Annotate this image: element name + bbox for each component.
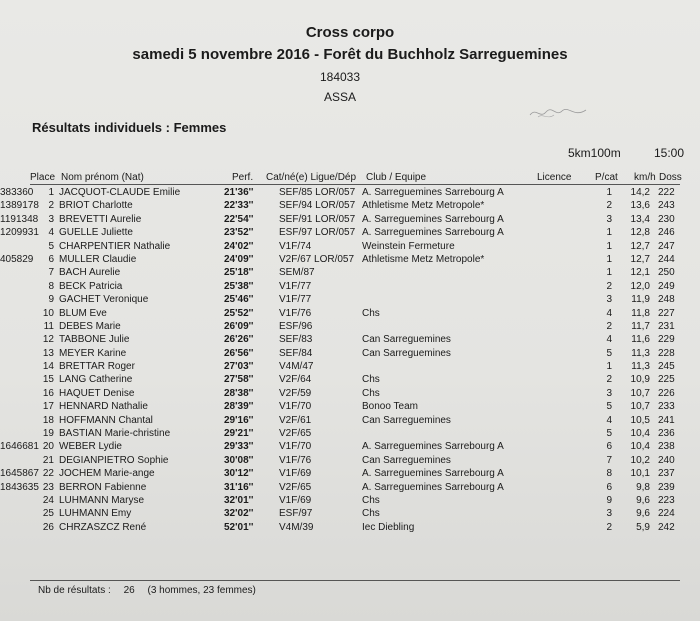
cell-cat: SEM/87 xyxy=(279,267,315,279)
cell-doss: 238 xyxy=(658,441,675,453)
cell-place: 4 xyxy=(48,227,54,239)
cell-name: MEYER Karine xyxy=(59,347,127,359)
cell-pcat: 7 xyxy=(606,454,612,466)
cell-pcat: 1 xyxy=(606,240,612,252)
cell-doss: 222 xyxy=(658,187,675,198)
cell-club: Can Sarreguemines xyxy=(362,334,451,346)
results-footer xyxy=(38,585,266,596)
cell-place: 17 xyxy=(42,401,54,413)
cell-perf: 23'52'' xyxy=(224,227,254,239)
cell-pcat: 1 xyxy=(606,267,612,279)
cell-place: 20 xyxy=(42,441,54,453)
cell-licence: 383360 xyxy=(0,187,34,198)
cell-perf: 30'08'' xyxy=(224,454,254,466)
cell-cat: V2F/59 xyxy=(279,387,312,399)
cell-club: Iec Diebling xyxy=(362,521,415,533)
results-table-header xyxy=(0,172,700,184)
cell-cat: V1F/76 xyxy=(279,307,312,319)
cell-pcat: 1 xyxy=(606,253,612,265)
cell-pcat: 5 xyxy=(606,428,612,440)
cell-cat: V1F/74 xyxy=(279,240,312,252)
cell-licence: 1191348 xyxy=(0,213,39,225)
results-count: 26 xyxy=(123,585,135,596)
cell-name: BRIOT Charlotte xyxy=(59,200,133,212)
footer-rule xyxy=(30,580,680,581)
cell-club: Athletisme Metz Metropole* xyxy=(362,200,485,212)
cell-licence: 1389178 xyxy=(0,200,39,212)
cell-kmh: 11,9 xyxy=(631,294,650,306)
cell-perf: 32'01'' xyxy=(224,494,254,506)
cell-kmh: 11,3 xyxy=(631,361,650,373)
cell-place: 21 xyxy=(42,454,54,466)
cell-pcat: 2 xyxy=(606,280,612,292)
cell-kmh: 11,7 xyxy=(631,320,650,332)
cell-club: A. Sarreguemines Sarrebourg A xyxy=(362,187,504,198)
race-distance: 5km100m xyxy=(568,146,621,160)
cell-doss: 225 xyxy=(658,374,675,386)
cell-cat: SEF/94 LOR/057 xyxy=(279,200,356,212)
table-row xyxy=(0,226,700,239)
table-row xyxy=(0,440,700,453)
table-row xyxy=(0,186,700,199)
cell-doss: 241 xyxy=(658,414,675,426)
cell-pcat: 5 xyxy=(606,401,612,413)
event-title: Cross corpo xyxy=(305,24,395,41)
cell-place: 10 xyxy=(42,307,54,319)
col-kmh: km/h xyxy=(634,172,656,183)
cell-cat: V2F/64 xyxy=(279,374,312,386)
table-row xyxy=(0,360,700,373)
cell-perf: 27'03'' xyxy=(224,361,254,373)
cell-pcat: 2 xyxy=(606,200,612,212)
cell-doss: 224 xyxy=(658,508,675,520)
cell-club: Chs xyxy=(362,307,380,319)
cell-cat: V1F/77 xyxy=(279,280,312,292)
cell-pcat: 3 xyxy=(606,213,612,225)
cell-cat: V1F/77 xyxy=(279,294,312,306)
cell-place: 19 xyxy=(42,428,54,440)
col-licence: Licence xyxy=(537,172,572,183)
cell-name: BLUM Eve xyxy=(59,307,107,319)
cell-place: 12 xyxy=(42,334,54,346)
cell-cat: SEF/84 xyxy=(279,347,313,359)
table-row xyxy=(0,320,700,333)
cell-name: BERRON Fabienne xyxy=(59,481,147,493)
event-code: 184033 xyxy=(319,70,361,84)
cell-perf: 25'38'' xyxy=(224,280,254,292)
cell-pcat: 4 xyxy=(606,334,612,346)
event-subtitle: samedi 5 novembre 2016 - Forêt du Buchholz Sarreguemines xyxy=(132,46,568,63)
cell-place: 18 xyxy=(42,414,54,426)
cell-place: 2 xyxy=(48,200,54,212)
cell-doss: 250 xyxy=(658,267,675,279)
cell-perf: 24'09'' xyxy=(224,253,254,265)
cell-place: 7 xyxy=(48,267,54,279)
handwritten-signature xyxy=(528,103,588,123)
table-row xyxy=(0,240,700,253)
cell-doss: 223 xyxy=(658,494,675,506)
cell-pcat: 6 xyxy=(606,481,612,493)
cell-doss: 242 xyxy=(658,521,675,533)
cell-place: 15 xyxy=(42,374,54,386)
cell-doss: 244 xyxy=(658,253,675,265)
cell-name: LANG Catherine xyxy=(59,374,133,386)
cell-perf: 30'12'' xyxy=(224,468,254,480)
cell-name: CHARPENTIER Nathalie xyxy=(59,240,171,252)
cell-kmh: 11,3 xyxy=(631,347,650,359)
cell-cat: V4M/39 xyxy=(279,521,314,533)
cell-perf: 29'16'' xyxy=(224,414,254,426)
cell-club: A. Sarreguemines Sarrebourg A xyxy=(362,441,504,453)
section-title: Résultats individuels : Femmes xyxy=(32,120,227,135)
cell-kmh: 13,6 xyxy=(630,200,650,212)
cell-doss: 230 xyxy=(658,213,675,225)
cell-perf: 31'16'' xyxy=(224,481,254,493)
cell-cat: V4M/47 xyxy=(279,361,314,373)
cell-cat: V2F/65 xyxy=(279,428,312,440)
table-row xyxy=(0,307,700,320)
cell-name: HAQUET Denise xyxy=(59,387,135,399)
cell-kmh: 12,1 xyxy=(630,267,650,279)
cell-kmh: 10,9 xyxy=(630,374,650,386)
cell-club: A. Sarreguemines Sarrebourg A xyxy=(362,213,504,225)
cell-place: 1 xyxy=(48,187,54,198)
table-row xyxy=(0,454,700,467)
cell-kmh: 12,7 xyxy=(630,240,650,252)
cell-perf: 26'26'' xyxy=(224,334,254,346)
cell-pcat: 2 xyxy=(606,320,612,332)
table-row xyxy=(0,521,700,534)
cell-name: HOFFMANN Chantal xyxy=(59,414,153,426)
table-row xyxy=(0,347,700,360)
cell-perf: 25'46'' xyxy=(224,294,254,306)
table-row xyxy=(0,414,700,427)
cell-doss: 226 xyxy=(658,387,675,399)
cell-cat: SEF/91 LOR/057 xyxy=(279,213,356,225)
cell-name: TABBONE Julie xyxy=(59,334,130,346)
cell-name: BREVETTI Aurelie xyxy=(59,213,142,225)
cell-doss: 248 xyxy=(658,294,675,306)
cell-doss: 233 xyxy=(658,401,675,413)
cell-doss: 240 xyxy=(658,454,675,466)
col-place: Place xyxy=(30,172,56,183)
cell-kmh: 14,2 xyxy=(630,187,650,198)
cell-kmh: 10,7 xyxy=(630,387,650,399)
cell-doss: 247 xyxy=(658,240,675,252)
cell-place: 11 xyxy=(43,320,54,332)
table-row xyxy=(0,266,700,279)
cell-name: BACH Aurelie xyxy=(59,267,121,279)
cell-kmh: 5,9 xyxy=(636,521,650,533)
cell-doss: 246 xyxy=(658,227,675,239)
race-start-time: 15:00 xyxy=(654,146,685,160)
cell-place: 16 xyxy=(42,387,54,399)
cell-name: DEBES Marie xyxy=(59,320,121,332)
cell-place: 14 xyxy=(42,361,54,373)
cell-kmh: 10,1 xyxy=(630,468,650,480)
cell-place: 3 xyxy=(48,213,54,225)
table-row xyxy=(0,400,700,413)
cell-name: LUHMANN Emy xyxy=(59,508,132,520)
col-cat: Cat/né(e) Ligue/Dép xyxy=(266,172,357,183)
cell-perf: 25'18'' xyxy=(224,267,254,279)
table-row xyxy=(0,213,700,226)
cell-pcat: 8 xyxy=(606,468,612,480)
cell-licence: 1645867 xyxy=(0,468,39,480)
cell-name: WEBER Lydie xyxy=(59,441,122,453)
cell-pcat: 2 xyxy=(606,521,612,533)
cell-club: Can Sarreguemines xyxy=(362,347,451,359)
cell-club: A. Sarreguemines Sarrebourg A xyxy=(362,468,504,480)
cell-place: 6 xyxy=(48,253,54,265)
cell-club: Chs xyxy=(362,494,380,506)
cell-doss: 229 xyxy=(658,334,675,346)
cell-kmh: 9,6 xyxy=(636,494,650,506)
cell-club: Weinstein Fermeture xyxy=(362,240,455,252)
cell-pcat: 1 xyxy=(606,361,612,373)
cell-kmh: 10,7 xyxy=(630,401,650,413)
cell-perf: 26'09'' xyxy=(224,320,254,332)
cell-place: 8 xyxy=(48,280,54,292)
col-pcat: P/cat xyxy=(595,172,618,183)
cell-perf: 32'02'' xyxy=(224,508,254,520)
table-row xyxy=(0,427,700,440)
organizer: ASSA xyxy=(323,90,356,104)
cell-doss: 236 xyxy=(658,428,675,440)
cell-cat: ESF/96 xyxy=(279,320,313,332)
cell-perf: 29'33'' xyxy=(224,441,254,453)
cell-name: HENNARD Nathalie xyxy=(59,401,148,413)
cell-cat: V1F/70 xyxy=(279,401,312,413)
col-name: Nom prénom (Nat) xyxy=(61,172,144,183)
cell-cat: SEF/83 xyxy=(279,334,313,346)
cell-doss: 245 xyxy=(658,361,675,373)
cell-name: GUELLE Juliette xyxy=(59,227,133,239)
cell-place: 24 xyxy=(42,494,54,506)
cell-pcat: 5 xyxy=(606,347,612,359)
cell-kmh: 12,0 xyxy=(630,280,650,292)
cell-name: MULLER Claudie xyxy=(59,253,137,265)
cell-name: CHRZASZCZ René xyxy=(59,521,147,533)
cell-place: 5 xyxy=(48,240,54,252)
cell-perf: 28'39'' xyxy=(224,401,254,413)
cell-perf: 24'02'' xyxy=(224,240,254,252)
cell-club: Athletisme Metz Metropole* xyxy=(362,253,485,265)
cell-kmh: 10,5 xyxy=(630,414,650,426)
cell-doss: 239 xyxy=(658,481,675,493)
cell-licence: 1209931 xyxy=(0,227,39,239)
cell-kmh: 12,7 xyxy=(630,253,650,265)
cell-club: A. Sarreguemines Sarrebourg A xyxy=(362,227,504,239)
table-row xyxy=(0,507,700,520)
cell-name: JACQUOT-CLAUDE Emilie xyxy=(59,187,181,198)
cell-cat: V2F/65 xyxy=(279,481,312,493)
cell-name: GACHET Veronique xyxy=(59,294,149,306)
cell-cat: V1F/69 xyxy=(279,494,312,506)
cell-kmh: 10,4 xyxy=(630,428,650,440)
cell-cat: V1F/70 xyxy=(279,441,312,453)
cell-cat: V1F/76 xyxy=(279,454,312,466)
cell-doss: 227 xyxy=(658,307,675,319)
cell-licence: 1646681 xyxy=(0,441,39,453)
results-breakdown: (3 hommes, 23 femmes) xyxy=(147,585,256,596)
cell-club: Can Sarreguemines xyxy=(362,414,451,426)
cell-cat: V2F/61 xyxy=(279,414,312,426)
table-row xyxy=(0,293,700,306)
cell-pcat: 4 xyxy=(606,307,612,319)
col-perf: Perf. xyxy=(232,172,254,183)
cell-pcat: 6 xyxy=(606,441,612,453)
cell-cat: V2F/67 LOR/057 xyxy=(279,253,355,265)
table-row xyxy=(0,494,700,507)
table-row xyxy=(0,280,700,293)
cell-kmh: 12,8 xyxy=(630,227,650,239)
cell-perf: 28'38'' xyxy=(224,387,254,399)
cell-kmh: 11,6 xyxy=(631,334,650,346)
cell-place: 22 xyxy=(42,468,54,480)
cell-doss: 249 xyxy=(658,280,675,292)
table-row xyxy=(0,481,700,494)
results-table-body xyxy=(0,186,700,534)
cell-perf: 22'33'' xyxy=(224,200,254,212)
cell-perf: 22'54'' xyxy=(224,213,254,225)
cell-name: BASTIAN Marie-christine xyxy=(59,428,171,440)
cell-pcat: 3 xyxy=(606,387,612,399)
cell-kmh: 9,8 xyxy=(636,481,650,493)
col-club: Club / Equipe xyxy=(366,172,427,183)
cell-pcat: 1 xyxy=(606,227,612,239)
cell-cat: SEF/85 LOR/057 xyxy=(279,187,356,198)
cell-place: 9 xyxy=(48,294,54,306)
cell-kmh: 11,8 xyxy=(631,307,650,319)
cell-perf: 25'52'' xyxy=(224,307,254,319)
cell-doss: 243 xyxy=(658,200,675,212)
cell-licence: 405829 xyxy=(0,253,34,265)
cell-pcat: 9 xyxy=(606,494,612,506)
cell-pcat: 4 xyxy=(606,414,612,426)
cell-name: DEGIANPIETRO Sophie xyxy=(59,454,169,466)
cell-pcat: 2 xyxy=(606,374,612,386)
col-doss: Doss xyxy=(659,172,682,183)
table-row xyxy=(0,467,700,480)
cell-pcat: 3 xyxy=(606,294,612,306)
cell-kmh: 10,2 xyxy=(630,454,650,466)
cell-place: 23 xyxy=(42,481,54,493)
cell-name: LUHMANN Maryse xyxy=(59,494,145,506)
table-row xyxy=(0,253,700,266)
cell-place: 26 xyxy=(42,521,54,533)
cell-place: 25 xyxy=(42,508,54,520)
table-row xyxy=(0,333,700,346)
cell-kmh: 13,4 xyxy=(630,213,650,225)
cell-name: BECK Patricia xyxy=(59,280,123,292)
cell-doss: 237 xyxy=(658,468,675,480)
cell-kmh: 10,4 xyxy=(630,441,650,453)
cell-club: Chs xyxy=(362,508,380,520)
cell-pcat: 1 xyxy=(606,187,612,198)
cell-club: A. Sarreguemines Sarrebourg A xyxy=(362,481,504,493)
cell-kmh: 9,6 xyxy=(636,508,650,520)
cell-cat: ESF/97 xyxy=(279,508,313,520)
cell-club: Bonoo Team xyxy=(362,401,418,413)
cell-licence: 1843635 xyxy=(0,481,39,493)
table-row xyxy=(0,199,700,212)
cell-name: JOCHEM Marie-ange xyxy=(59,468,155,480)
cell-doss: 231 xyxy=(658,320,675,332)
cell-place: 13 xyxy=(42,347,54,359)
table-row xyxy=(0,387,700,400)
cell-perf: 27'58'' xyxy=(224,374,254,386)
cell-doss: 228 xyxy=(658,347,675,359)
cell-perf: 26'56'' xyxy=(224,347,254,359)
cell-club: Can Sarreguemines xyxy=(362,454,451,466)
cell-name: BRETTAR Roger xyxy=(59,361,135,373)
cell-club: Chs xyxy=(362,387,380,399)
cell-perf: 21'36'' xyxy=(224,187,254,198)
cell-cat: V1F/69 xyxy=(279,468,312,480)
cell-perf: 52'01'' xyxy=(224,521,254,533)
cell-club: Chs xyxy=(362,374,380,386)
cell-pcat: 3 xyxy=(606,508,612,520)
cell-cat: ESF/97 LOR/057 xyxy=(279,227,356,239)
table-row xyxy=(0,373,700,386)
header-rule xyxy=(30,184,680,185)
results-count-label: Nb de résultats : xyxy=(38,585,111,596)
cell-perf: 29'21'' xyxy=(224,428,254,440)
